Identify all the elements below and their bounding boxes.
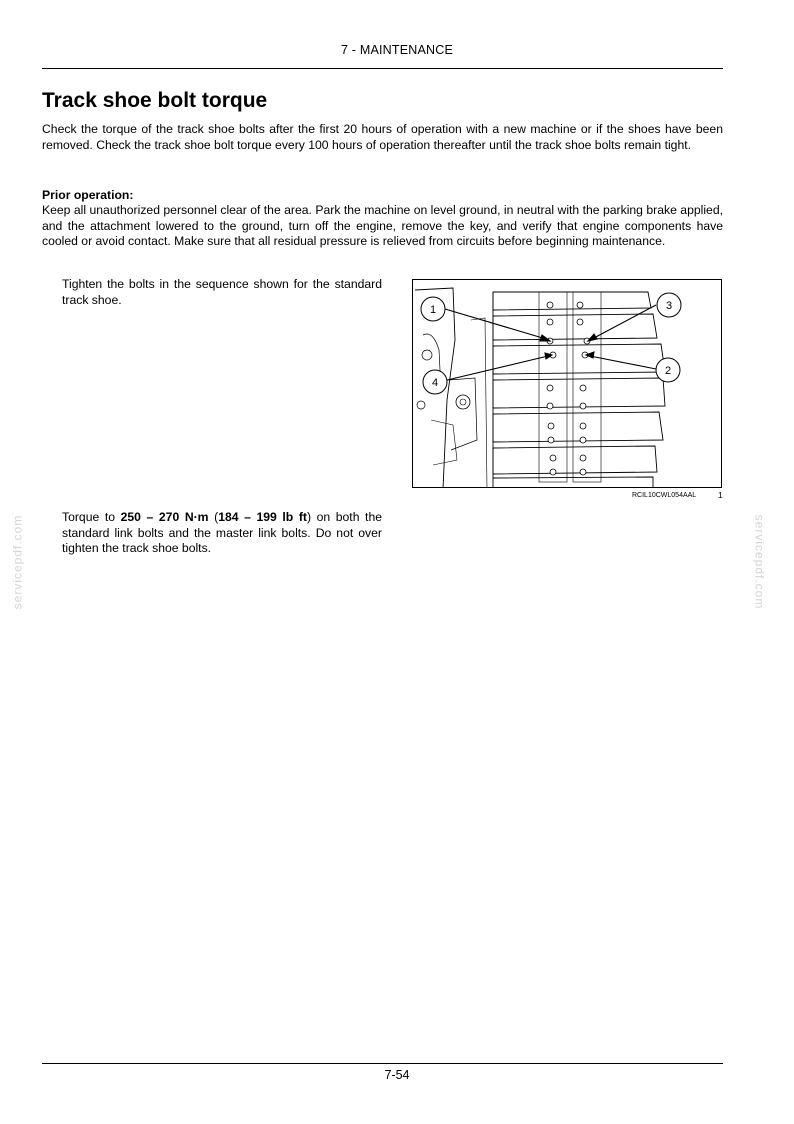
- watermark-left: servicepdf.com: [10, 514, 25, 610]
- callout-3: 3: [665, 300, 673, 312]
- step-tighten-sequence: Tighten the bolts in the sequence shown for the standard track shoe.: [62, 277, 382, 307]
- track-shoe-figure: [412, 279, 722, 488]
- track-shoe-illustration: [413, 280, 722, 488]
- section-header: 7 - MAINTENANCE: [340, 43, 454, 57]
- torque-metric: 250 – 270 N·m: [120, 510, 209, 524]
- step-torque-spec: [62, 510, 382, 557]
- prior-operation-text: Keep all unauthorized personnel clear of the area. Park the machine on level ground, in neutral with the parking brake applied, and the attachment lowered to the ground, turn off the engine, remove the key, and verify that engine components have cooled or avoid contact. Make sure that all residual pressure is relieved from circuits before beginning maintenance.: [42, 203, 723, 248]
- watermark-right: servicepdf.com: [752, 514, 767, 610]
- torque-prefix: Torque to: [62, 510, 121, 524]
- intro-paragraph: Check the torque of the track shoe bolts after the first 20 hours of operation with a new machine or if the shoes have been removed. Check the track shoe bolt torque every 100 hours of operation thereafter until the track shoe bolts remain tight.: [42, 122, 723, 152]
- torque-paren: (: [208, 510, 219, 524]
- callout-4: 4: [431, 377, 439, 389]
- footer-divider: [42, 1063, 723, 1064]
- callout-1: 1: [429, 304, 437, 316]
- page-number: 7-54: [384, 1068, 410, 1082]
- header-divider: [42, 68, 723, 69]
- prior-operation-heading: Prior operation:: [42, 188, 134, 202]
- figure-number: 1: [718, 490, 723, 500]
- figure-code: RCIL10CWL054AAL: [632, 492, 697, 499]
- torque-imperial: 184 – 199 lb ft: [218, 510, 307, 524]
- page-title: Track shoe bolt torque: [42, 89, 268, 112]
- torque-suffix: ) on both the standard link bolts and the master link bolts. Do not over tighten the track shoe bolts.: [62, 510, 382, 555]
- callout-2: 2: [664, 365, 672, 377]
